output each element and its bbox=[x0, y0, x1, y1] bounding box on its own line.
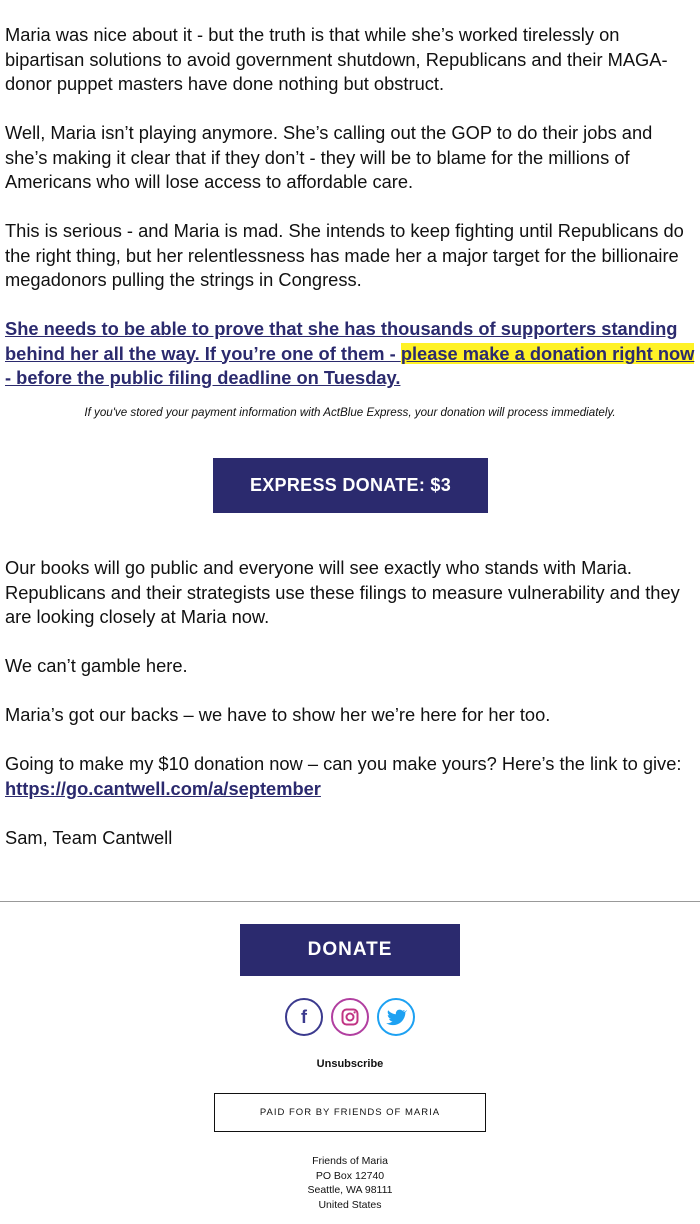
paragraph-2: Well, Maria isn’t playing anymore. She’s calling out the GOP to do their jobs and she’s making it clear that if they don’t - they will be to blame for the millions of Americans who will lose access to affordable care. bbox=[5, 122, 653, 192]
signature: Sam, Team Cantwell bbox=[5, 826, 173, 848]
call-to-action[interactable] bbox=[5, 317, 697, 391]
address-line: Seattle, WA 98111 bbox=[307, 1184, 393, 1196]
donate-link[interactable]: https://go.cantwell.com/a/september bbox=[5, 777, 321, 799]
express-note: If you've stored your payment information with ActBlue Express, your donation will process immediately. bbox=[84, 406, 616, 419]
unsubscribe-link[interactable]: Unsubscribe bbox=[316, 1058, 384, 1070]
footer-divider bbox=[0, 901, 700, 902]
instagram-icon[interactable] bbox=[331, 998, 369, 1036]
paragraph-6: Maria’s got our backs – we have to show her we’re here for her too. bbox=[5, 704, 551, 725]
address-line: United States bbox=[318, 1198, 382, 1211]
cta-link-highlight[interactable]: please make a donation right now bbox=[400, 342, 695, 364]
paragraph-5: We can’t gamble here. bbox=[5, 655, 188, 676]
twitter-icon[interactable] bbox=[377, 998, 415, 1036]
email-body bbox=[5, 23, 697, 391]
address-line: Friends of Maria bbox=[312, 1155, 388, 1167]
paragraph-1: Maria was nice about it - but the truth is that while she’s worked tirelessly on bipartisan solutions to avoid government shutdown, Republicans and their MAGA-donor puppet masters have done nothing but obstruct. bbox=[5, 24, 668, 94]
paid-for-disclaimer: PAID FOR BY FRIENDS OF MARIA bbox=[214, 1093, 486, 1132]
express-donate-button[interactable]: EXPRESS DONATE: $3 bbox=[213, 458, 488, 513]
cta-link-part2[interactable]: - before the public filing deadline on Tuesday. bbox=[5, 367, 401, 388]
donate-button[interactable]: DONATE bbox=[240, 924, 460, 976]
paragraph-7 bbox=[5, 752, 697, 801]
give-text: Going to make my $10 donation now – can you make yours? Here’s the link to give: bbox=[5, 753, 682, 774]
mailing-address bbox=[0, 1154, 700, 1212]
address-line: PO Box 12740 bbox=[315, 1169, 385, 1182]
facebook-icon[interactable] bbox=[285, 998, 323, 1036]
cta-link-part1[interactable]: She needs to be able to prove that she has thousands of supporters standing behind her all the way. If you’re one of them - bbox=[5, 318, 678, 364]
svg-text:f: f bbox=[301, 1007, 307, 1027]
paragraph-3: This is serious - and Maria is mad. She intends to keep fighting until Republicans do the right thing, but her relentlessness has made her a major target for the billionaire megadonors pulling the strings in Congress. bbox=[5, 220, 684, 290]
paragraph-4: Our books will go public and everyone will see exactly who stands with Maria. Republicans and their strategists use these filings to measure vulnerability and they are looking closely at Maria now. bbox=[5, 557, 680, 627]
email-body-lower bbox=[5, 556, 697, 850]
social-icons bbox=[0, 998, 700, 1036]
